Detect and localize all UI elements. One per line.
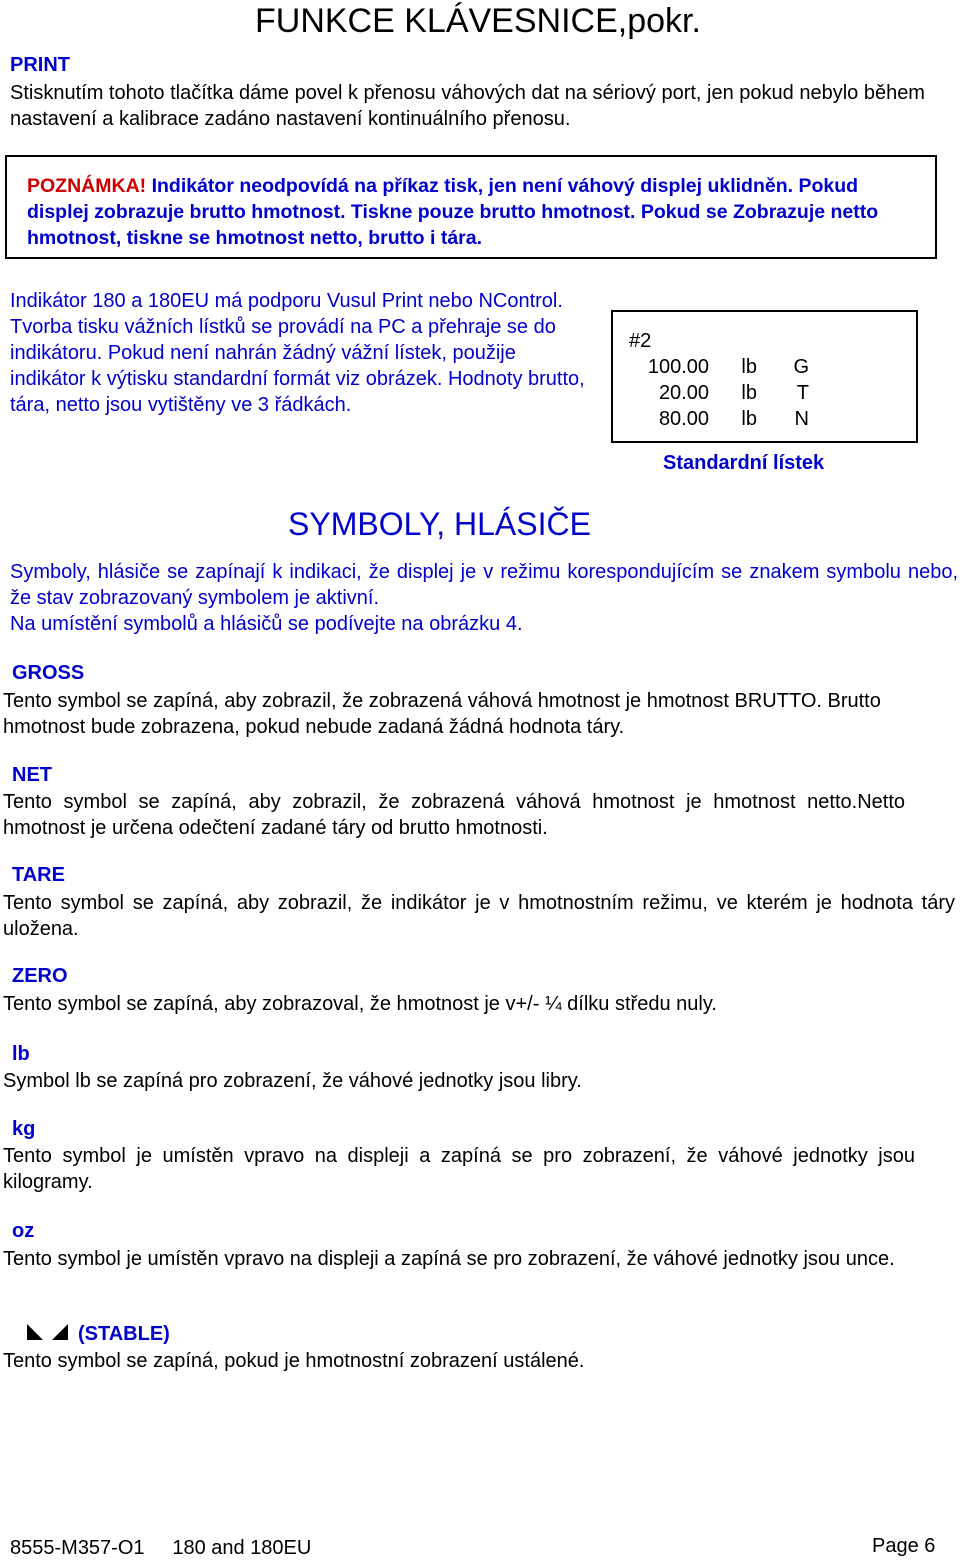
ticket-value: 20.00 <box>658 382 709 404</box>
tare-heading: TARE <box>12 864 65 886</box>
kg-heading: kg <box>12 1118 36 1140</box>
stable-heading: (STABLE) <box>78 1323 170 1345</box>
footer-document-info <box>10 1537 311 1560</box>
oz-heading: oz <box>12 1220 35 1242</box>
kg-description: Tento symbol je umístěn vpravo na displeji a zapíná se pro zobrazení, že váhové jednotky jsou kilogramy. <box>3 1145 915 1193</box>
ticket-value: 100.00 <box>647 356 709 378</box>
standard-ticket-box <box>611 310 918 443</box>
ticket-unit: lb <box>741 356 757 378</box>
gross-description: Tento symbol se zapíná, aby zobrazil, že zobrazená váhová hmotnost je hmotnost BRUTTO. Brutto hmotnost bude zobrazena, pokud nebude zadaná žádná hodnota táry. <box>3 690 881 738</box>
ticket-header: #2 <box>629 330 652 352</box>
ticket-row-tare <box>629 380 916 406</box>
lb-description: Symbol lb se zapíná pro zobrazení, že váhové jednotky jsou libry. <box>3 1070 582 1092</box>
gross-heading: GROSS <box>12 662 85 684</box>
footer-model: 180 and 180EU <box>172 1537 312 1559</box>
symbols-intro: Symboly, hlásiče se zapínají k indikaci, že displej je v režimu korespondujícím se znakem symbolu nebo, že stav zobrazovaný symbolem je aktivní. <box>10 561 958 609</box>
footer-doc-code: 8555-M357-O1 <box>10 1537 145 1559</box>
note-box <box>5 155 937 259</box>
net-description: Tento symbol se zapíná, aby zobrazil, že zobrazená váhová hmotnost je hmotnost netto.Netto hmotnost je určena odečtení zadané táry od brutto hmotnosti. <box>3 791 905 839</box>
ticket-code: G <box>793 356 809 378</box>
footer-page-number: Page 6 <box>872 1535 936 1557</box>
ticket-row-gross <box>629 354 916 380</box>
print-heading: PRINT <box>10 54 70 76</box>
ticket-caption: Standardní lístek <box>663 452 825 474</box>
note-text: Indikátor neodpovídá na příkaz tisk, jen není váhový displej uklidněn. Pokud displej zobrazuje brutto hmotnost. Tiskne pouze brutto hmotnost. Pokud se Zobrazuje netto hmotnost, tiskne se hmotnost netto, brutto i tára. <box>27 175 879 249</box>
ticket-value: 80.00 <box>658 408 709 430</box>
stable-heading-line <box>26 1322 170 1346</box>
net-heading: NET <box>12 764 52 786</box>
note-label: POZNÁMKA! <box>27 175 147 197</box>
ticket-unit: lb <box>741 408 757 430</box>
print-description: Stisknutím tohoto tlačítka dáme povel k přenosu váhových dat na sériový port, jen pokud nebylo během nastavení a kalibrace zadáno nastavení kontinuálního přenosu. <box>10 82 925 130</box>
zero-heading: ZERO <box>12 965 68 987</box>
stable-description: Tento symbol se zapíná, pokud je hmotnostní zobrazení ustálené. <box>3 1350 585 1372</box>
oz-description: Tento symbol je umístěn vpravo na displeji a zapíná se pro zobrazení, že váhové jednotky jsou unce. <box>3 1248 895 1270</box>
ticket-code: T <box>796 382 809 404</box>
indikator-description: Indikátor 180 a 180EU má podporu Vusul Print nebo NControl. Tvorba tisku vážních lístků se provádí na PC a přehraje se do indikátoru. Pokud není nahrán žádný vážní lístek, použije indikátor k výtisku standardní formát viz obrázek. Hodnoty brutto, tára, netto jsou vytištěny ve 3 řádkách. <box>10 290 585 416</box>
stable-triangles-icon <box>26 1322 70 1342</box>
tare-description: Tento symbol se zapíná, aby zobrazil, že indikátor je v hmotnostním režimu, ve kterém je hodnota táry uložena. <box>3 892 955 940</box>
ticket-unit: lb <box>741 382 757 404</box>
lb-heading: lb <box>12 1043 30 1065</box>
ticket-row-net <box>629 406 916 432</box>
ticket-code: N <box>794 408 809 430</box>
zero-description: Tento symbol se zapíná, aby zobrazoval, že hmotnost je v+/- ¼ dílku středu nuly. <box>3 993 717 1015</box>
page-title: FUNKCE KLÁVESNICE,pokr. <box>255 2 701 40</box>
symbols-figure-reference: Na umístění symbolů a hlásičů se podívejte na obrázku 4. <box>10 613 523 635</box>
section-title: SYMBOLY, HLÁSIČE <box>288 506 591 542</box>
